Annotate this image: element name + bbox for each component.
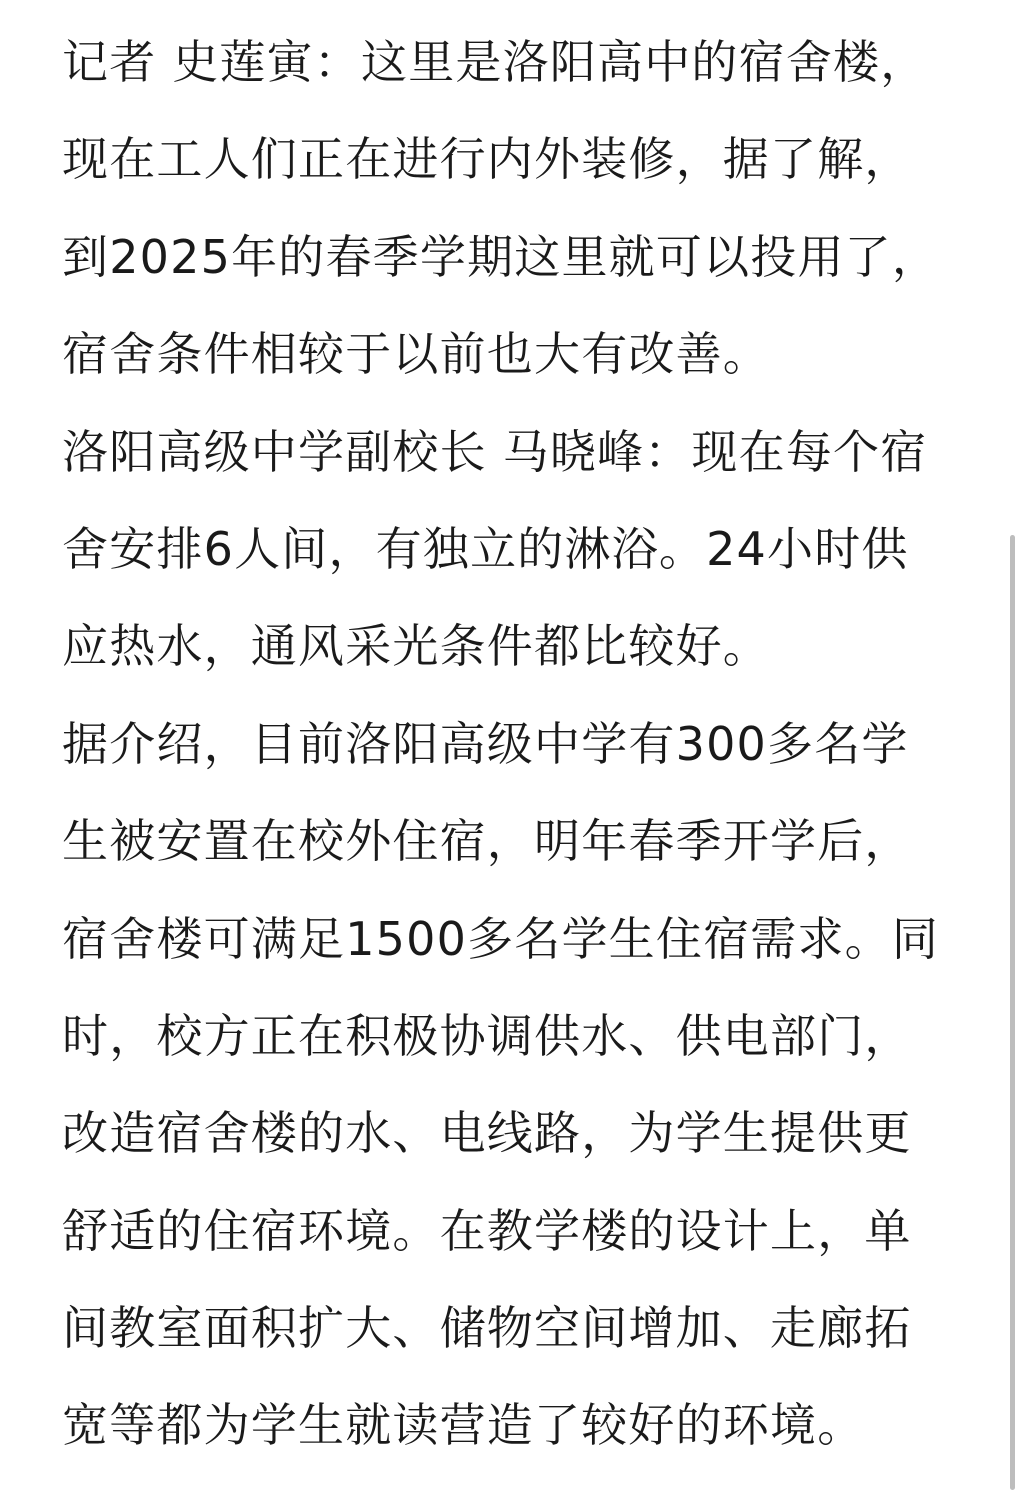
article-line: 舒适的住宿环境。在教学楼的设计上，单 (62, 1203, 912, 1258)
article-line: 记者 史莲寅：这里是洛阳高中的宿舍楼， (62, 35, 928, 89)
article-line: 到2025年的春季学期这里就可以投用了， (62, 229, 940, 284)
article-line: 改造宿舍楼的水、电线路，为学生提供更 (62, 1106, 912, 1161)
vertical-scrollbar[interactable] (1010, 535, 1015, 1490)
article-line: 应热水，通风采光条件都比较好。 (62, 619, 770, 674)
article-line: 现在工人们正在进行内外装修，据了解， (62, 132, 912, 187)
article-line: 据介绍，目前洛阳高级中学有300多名学 (62, 716, 909, 771)
article-line: 舍安排6人间，有独立的淋浴。24小时供 (62, 521, 909, 576)
article-line: 宽等都为学生就读营造了较好的环境。 (62, 1398, 865, 1453)
article-line: 洛阳高级中学副校长 马晓峰：现在每个宿 (62, 424, 928, 479)
article-line: 宿舍条件相较于以前也大有改善。 (62, 327, 770, 382)
article-line: 时，校方正在积极协调供水、供电部门， (62, 1008, 912, 1063)
article-body (62, 14, 977, 1475)
article-line: 宿舍楼可满足1500多名学生住宿需求。同 (62, 911, 940, 966)
article-line: 间教室面积扩大、储物空间增加、走廊拓 (62, 1301, 912, 1356)
article-line: 生被安置在校外住宿，明年春季开学后， (62, 814, 912, 869)
